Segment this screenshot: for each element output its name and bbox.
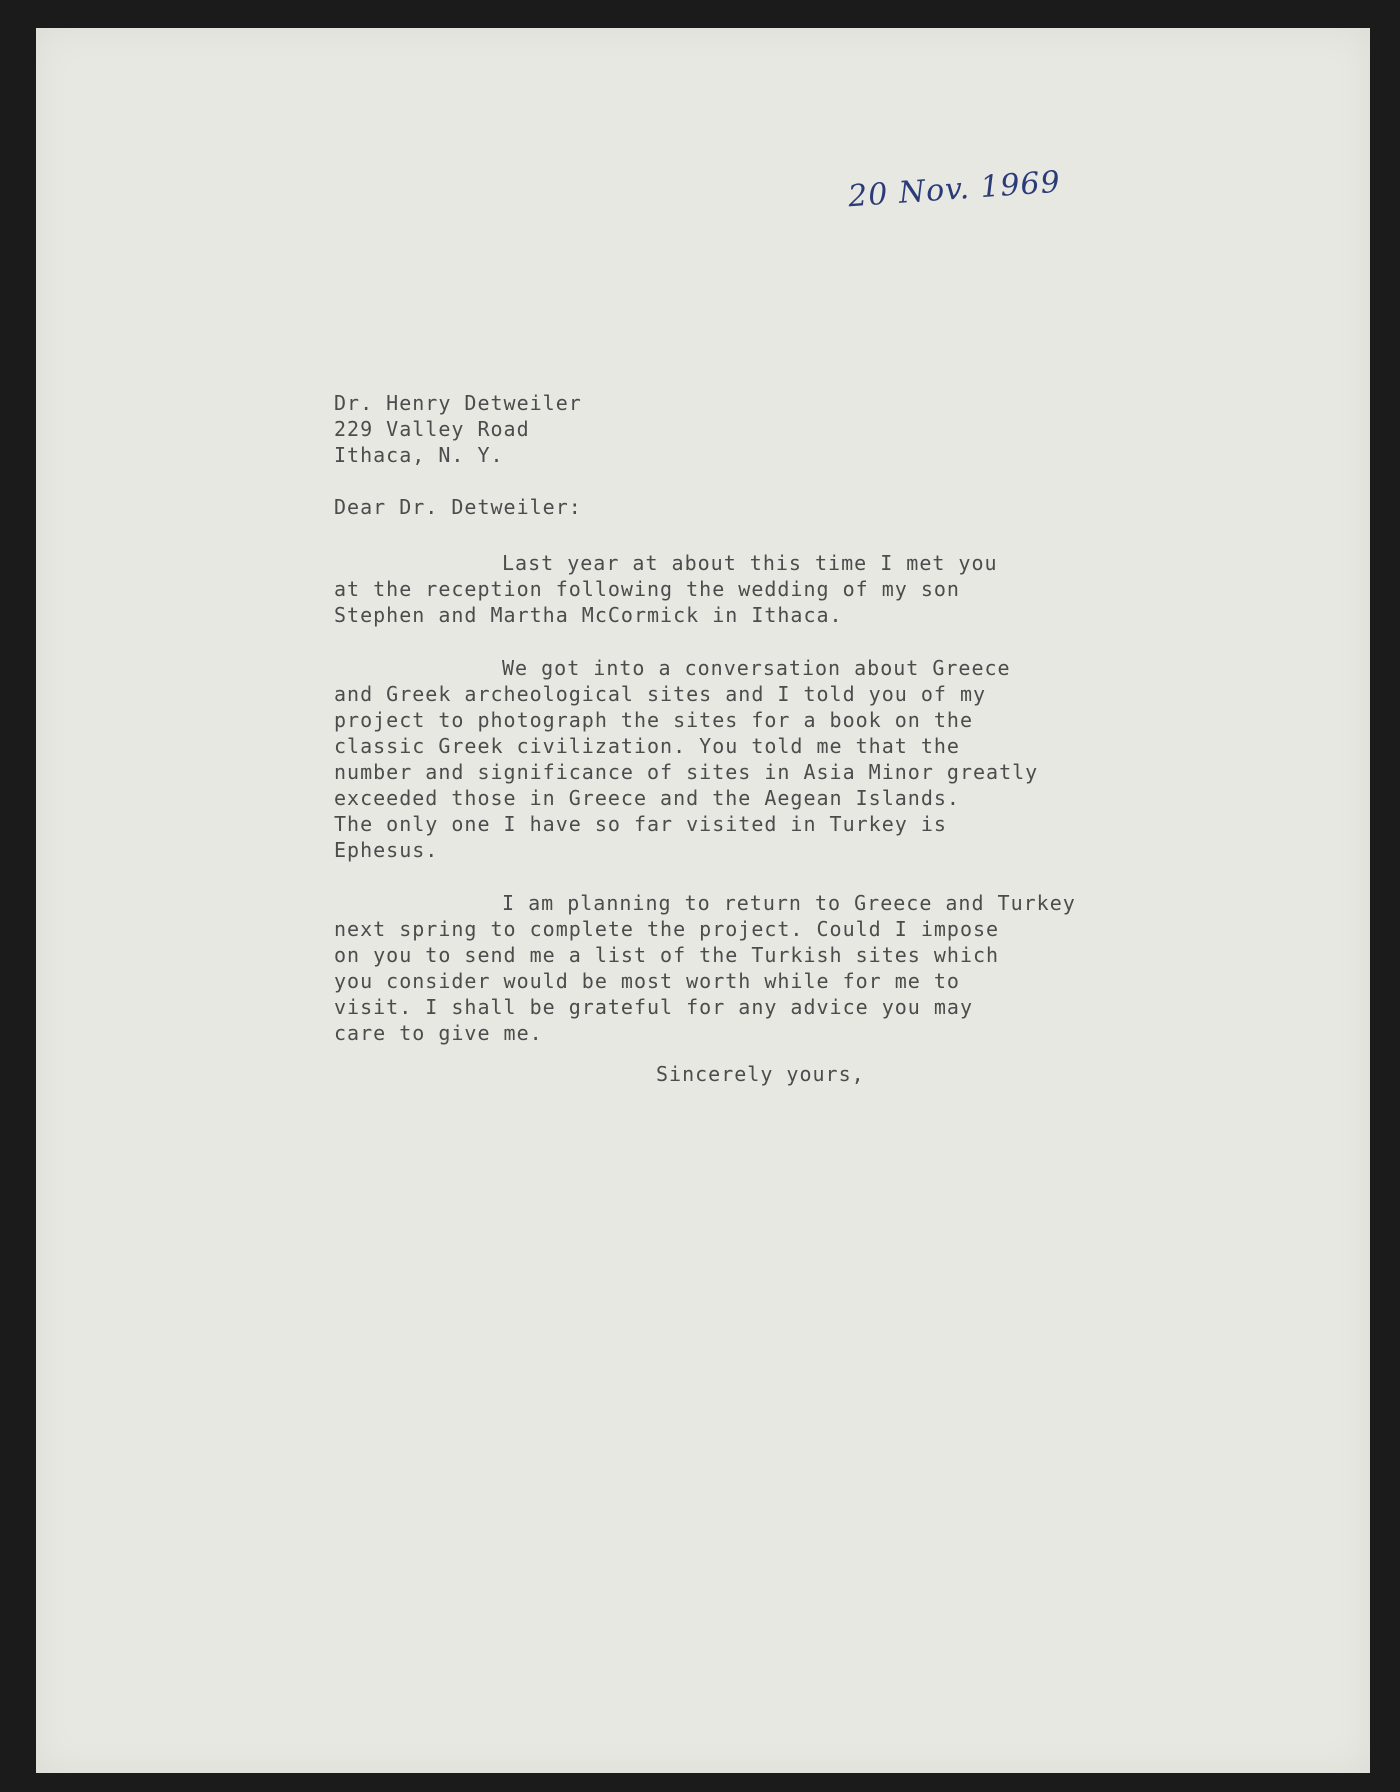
paragraph-line: visit. I shall be grateful for any advice you may <box>334 995 974 1019</box>
letter-page <box>36 28 1370 1773</box>
paragraph-line: project to photograph the sites for a book on the <box>334 708 974 732</box>
paragraph-line: I am planning to return to Greece and Turkey <box>502 891 1076 915</box>
recipient-city: Ithaca, N. Y. <box>334 443 504 467</box>
recipient-name: Dr. Henry Detweiler <box>334 391 582 415</box>
paragraph-line: next spring to complete the project. Could I impose <box>334 917 1000 941</box>
paragraph-line: Last year at about this time I met you <box>502 551 998 575</box>
closing: Sincerely yours, <box>656 1062 865 1086</box>
paragraph-line: care to give me. <box>334 1021 543 1045</box>
paragraph-reception <box>334 550 1264 628</box>
paragraph-line: exceeded those in Greece and the Aegean Islands. <box>334 786 960 810</box>
paragraph-line: Stephen and Martha McCormick in Ithaca. <box>334 603 843 627</box>
recipient-street: 229 Valley Road <box>334 417 530 441</box>
paragraph-line: classic Greek civilization. You told me that the <box>334 734 960 758</box>
paragraph-line: and Greek archeological sites and I told you of my <box>334 682 987 706</box>
paragraph-line: at the reception following the wedding of my son <box>334 577 960 601</box>
paragraph-line: Ephesus. <box>334 838 439 862</box>
paragraph-request <box>334 890 1264 1046</box>
salutation: Dear Dr. Detweiler: <box>334 495 582 519</box>
paragraph-line: on you to send me a list of the Turkish sites which <box>334 943 1000 967</box>
paragraph-line: We got into a conversation about Greece <box>502 656 1011 680</box>
paragraph-line: The only one I have so far visited in Turkey is <box>334 812 947 836</box>
recipient-address <box>334 390 582 468</box>
paragraph-line: you consider would be most worth while for me to <box>334 969 960 993</box>
handwritten-date: 20 Nov. 1969 <box>847 164 1062 215</box>
paragraph-conversation <box>334 655 1264 863</box>
paragraph-line: number and significance of sites in Asia Minor greatly <box>334 760 1039 784</box>
